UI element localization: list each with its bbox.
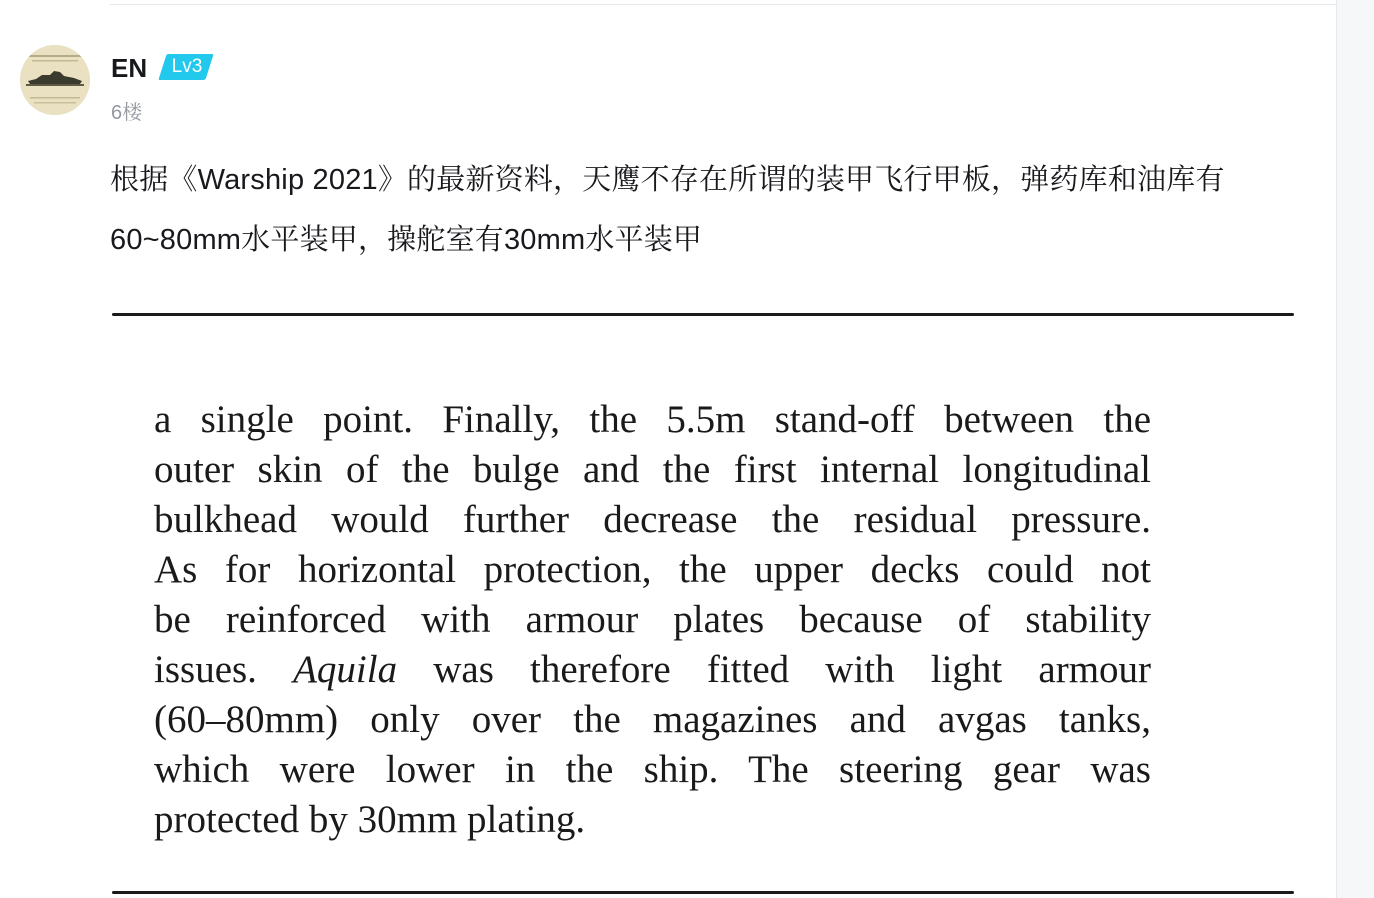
divider [110, 4, 1336, 5]
excerpt-line: protected by 30mm plating. [154, 798, 586, 841]
excerpt-line-with-italic [154, 645, 1151, 695]
right-scroll-rail [1336, 0, 1374, 898]
excerpt-line: be reinforced with armour plates because of stability [154, 598, 1151, 641]
floor-number: 6楼 [111, 102, 143, 124]
level-label: Lv3 [171, 56, 203, 77]
excerpt-fragment: was therefore fitted with light armour [433, 648, 1152, 691]
excerpt-line: (60–80mm) only over the magazines and avgas tanks, [154, 698, 1151, 741]
level-badge [158, 53, 214, 81]
user-avatar[interactable] [20, 45, 90, 115]
ship-name-italic: Aquila [293, 648, 398, 691]
avatar-image [20, 45, 90, 115]
excerpt-line: which were lower in the ship. The steering gear was [154, 748, 1151, 791]
excerpt-line: a single point. Finally, the 5.5m stand-off between the [154, 398, 1151, 441]
excerpt-line: outer skin of the bulge and the first internal longitudinal [154, 448, 1151, 491]
excerpt-bottom-rule [112, 891, 1294, 894]
comment-text: 根据《Warship 2021》的最新资料，天鹰不存在所谓的装甲飞行甲板，弹药库和油库有60~80mm水平装甲，操舵室有30mm水平装甲 [110, 164, 1225, 256]
author-name[interactable]: EN [111, 53, 148, 83]
excerpt-line: bulkhead would further decrease the residual pressure. [154, 498, 1151, 541]
excerpt-fragment: issues. [154, 648, 257, 691]
excerpt-top-rule [112, 313, 1294, 316]
quoted-book-excerpt-image[interactable] [112, 313, 1294, 898]
excerpt-line: As for horizontal protection, the upper decks could not [154, 548, 1151, 591]
